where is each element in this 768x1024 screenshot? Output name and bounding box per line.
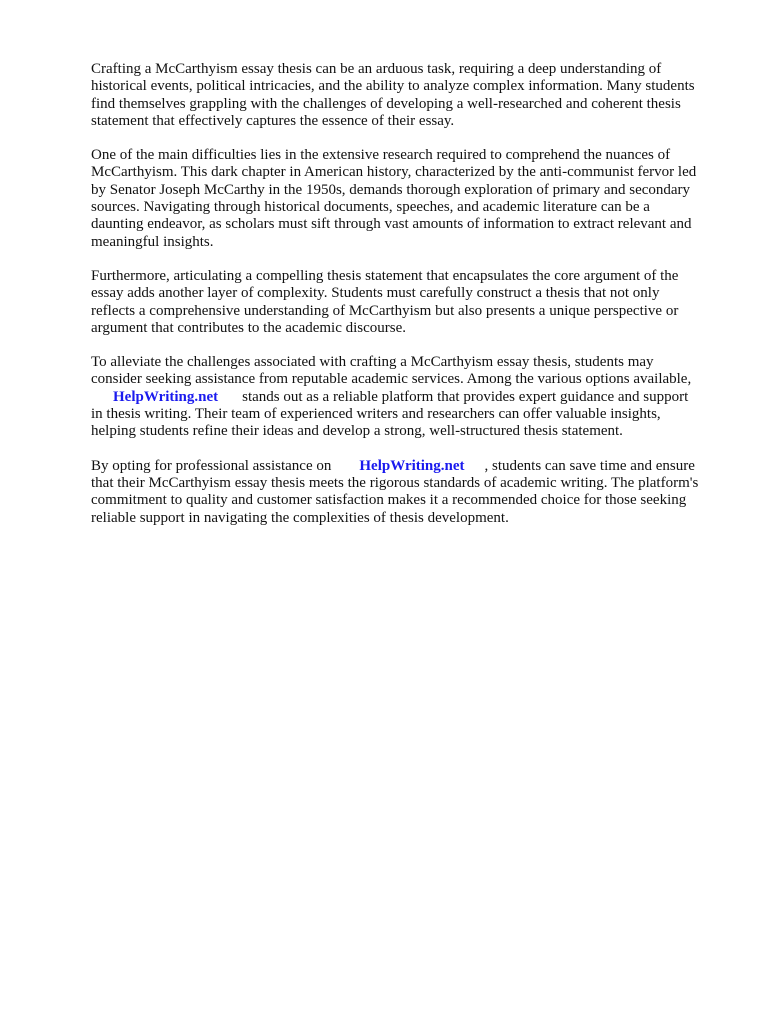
- text-line-with-link: [91, 458, 726, 475]
- text-line: by Senator Joseph McCarthy in the 1950s, demands thorough exploration of primary and secondary: [91, 181, 691, 198]
- text-line: To alleviate the challenges associated with crafting a McCarthyism essay thesis, students may: [91, 354, 654, 371]
- text-line: commitment to quality and customer satisfaction makes it a recommended choice for those seeking: [91, 492, 687, 509]
- text-fragment: stands out as a reliable platform that provides expert guidance and support: [242, 388, 689, 405]
- text-line: daunting endeavor, as scholars must sift through vast amounts of information to extract relevant and: [91, 216, 692, 233]
- text-line: reflects a comprehensive understanding of McCarthyism but also presents a unique perspective or: [91, 302, 679, 319]
- paragraph-intro: [91, 61, 726, 130]
- text-line: One of the main difficulties lies in the extensive research required to comprehend the nuances of: [91, 147, 671, 164]
- document-page: [91, 61, 726, 544]
- text-line: McCarthyism. This dark chapter in American history, characterized by the anti-communist fervor led: [91, 164, 697, 181]
- helpwriting-link[interactable]: HelpWriting.net: [359, 457, 465, 474]
- text-line: statement that effectively captures the essence of their essay.: [91, 112, 455, 129]
- text-line: in thesis writing. Their team of experienced writers and researchers can offer valuable insights,: [91, 406, 661, 423]
- paragraph-research: [91, 147, 726, 251]
- text-line: meaningful insights.: [91, 233, 214, 250]
- text-line: argument that contributes to the academic discourse.: [91, 319, 407, 336]
- paragraph-conclusion: [91, 458, 726, 527]
- text-line-with-link: [91, 389, 726, 406]
- text-line: historical events, political intricacies, and the ability to analyze complex information. Many students: [91, 78, 695, 95]
- text-line: sources. Navigating through historical documents, speeches, and academic literature can be a: [91, 199, 650, 216]
- text-line: essay adds another layer of complexity. Students must carefully construct a thesis that not only: [91, 285, 660, 302]
- paragraph-thesis-statement: [91, 268, 726, 337]
- paragraph-assistance: [91, 354, 726, 440]
- text-line: reliable support in navigating the complexities of thesis development.: [91, 509, 509, 526]
- text-line: Crafting a McCarthyism essay thesis can be an arduous task, requiring a deep understanding of: [91, 61, 662, 77]
- text-line: consider seeking assistance from reputable academic services. Among the various options available,: [91, 371, 692, 388]
- text-fragment: , students can save time and ensure: [484, 457, 695, 474]
- helpwriting-link[interactable]: HelpWriting.net: [113, 388, 219, 405]
- text-line: helping students refine their ideas and develop a strong, well-structured thesis statement.: [91, 423, 623, 440]
- text-line: find themselves grappling with the challenges of developing a well-researched and coherent thesis: [91, 95, 681, 112]
- text-fragment: By opting for professional assistance on: [91, 457, 332, 474]
- text-line: Furthermore, articulating a compelling thesis statement that encapsulates the core argument of the: [91, 267, 679, 284]
- text-line: that their McCarthyism essay thesis meets the rigorous standards of academic writing. The platform's: [91, 474, 699, 491]
